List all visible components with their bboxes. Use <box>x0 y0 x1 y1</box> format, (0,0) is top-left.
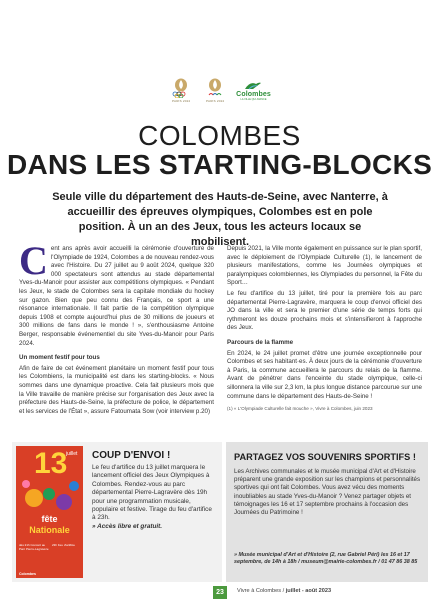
article-lede: Seule ville du département des Hauts-de-Seine, avec Nanterre, à accueillir des épreuves olympiques, Colombes est en pole position. À un an des Jeux, tous les acteurs locaux se mobilisent. <box>52 191 388 248</box>
poster-info-right: 23h Feu d'artifice <box>52 543 75 547</box>
poster-info-left: dès 21h Concert au Parc Pierre-Lagravère <box>19 543 49 551</box>
poster-nationale: Nationale <box>29 525 70 535</box>
colombes-tagline: LA VILLE QUI AVANCE <box>240 97 267 101</box>
colombes-logo <box>236 81 271 101</box>
event-box-text <box>92 464 217 531</box>
paralympic-caption: PARIS 2024 <box>206 99 225 103</box>
heritage-box-title: PARTAGEZ VOS SOUVENIRS SPORTIFS ! <box>234 452 416 462</box>
article-column-left <box>19 238 214 418</box>
poster-fete: fête <box>41 514 58 524</box>
paris-2024-paralympic-logo <box>204 78 226 103</box>
article-paragraph: Le feu d'artifice du 13 juillet, tiré pour la première fois au parc départemental Pierre-Lagravère, marquera le coup d'envoi officiel des JO dans la ville et sera le premier d'une série de temps forts qui rythmeront les douze prochains mois et s'intensifieront à l'approche des Jeux. <box>227 289 422 332</box>
heritage-box-address: » Musée municipal d'Art et d'Histoire (2, rue Gabriel Péri) les 16 et 17 septembre, de 14h à 18h / museum@mairie-colombes.fr / 01 47 86 38 85 <box>234 552 418 566</box>
article-paragraph: Depuis 2021, la Ville monte également en puissance sur le plan sportif, avec le déploiement de l'Olympiade Culturelle (1), le lancement de plusieurs manifestations, comme les Journées olympiques et paralympiques colombiennes, les Olympiades du personnel, la Fête du Sport… <box>227 245 422 287</box>
event-access-note: » Accès libre et gratuit. <box>92 522 163 530</box>
heritage-box-text: Les Archives communales et le musée municipal d'Art et d'Histoire préparent une grande exposition sur les champions et personnalités sportives qui ont fait Colombes. Vous avez vécu des moments inoubliables au stade Yves-du-Manoir ? Venez partager objets et témoignages les 16 et 17 septembre prochains à l'occasion des Journées du Patrimoine ! <box>234 468 421 517</box>
page-footer <box>0 586 439 599</box>
paralympic-flame-icon <box>204 78 226 98</box>
drop-cap: C <box>19 238 48 283</box>
paragraph-text: ent ans après avoir accueilli la cérémonie d'ouverture de l'Olympiade de 1924, Colombes a de nouveau rendez-vous avec l'Histoire. Du 27 juillet au 9 août 2024, quelque 320 000 spectateurs sont attendus au stade départemental Yves-du-Manoir pour assister aux compétitions olympiques. « Pendant les Jeux, le stade de Colombes sera la capitale mondiale du hockey sur gazon. Bien que peu connu des Français, ce sport a une résonance internationale. Il fait partie de la compétition olympique depuis 1908 et compte aujourd'hui plus de 30 millions de joueurs et 300 millions de fans dans le monde ! », s'enthousiasme Antoine Berger, responsable événementiel du site Yves-du-Manoir pour Paris 2024. <box>19 245 214 347</box>
poster-footer: Colombes <box>19 572 36 576</box>
issue-date: juillet - août 2023 <box>285 588 332 594</box>
poster-month: juillet <box>66 451 78 457</box>
colombes-bird-icon <box>244 81 262 91</box>
paris-2024-flame-icon <box>168 78 194 98</box>
headline-line-1: COLOMBES <box>138 120 301 151</box>
article-paragraph: Afin de faire de cet événement planétaire un moment festif pour tous les Colombiens, la municipalité est dans les starting-blocks. « Nous sommes dans une dynamique proactive. Cela fait plusieurs mois que la Ville travaille de manière précise sur l'organisation des Jeux avec la préfecture des Hauts-de-Seine, la préfecture de police, le département et les services de l'État », assure Fatoumata Sow (voir interview p.20) <box>19 364 214 415</box>
poster-day: 13 <box>34 447 68 480</box>
publication-info <box>237 588 331 594</box>
page-number: 23 <box>213 586 227 599</box>
article-paragraph <box>19 238 214 348</box>
article-column-right <box>227 245 422 416</box>
subheading-festive-moment: Un moment festif pour tous <box>19 354 100 362</box>
publication-name: Vivre à Colombes / <box>237 588 285 594</box>
event-box-title: COUP D'ENVOI ! <box>92 450 171 461</box>
partner-logos <box>0 78 439 103</box>
paris-2024-olympic-logo <box>168 78 194 103</box>
event-sidebar-box <box>12 442 222 582</box>
subheading-flame-route: Parcours de la flamme <box>227 338 294 346</box>
fete-nationale-poster <box>16 446 83 578</box>
colombes-wordmark: Colombes <box>236 90 271 98</box>
article-paragraph: En 2024, le 24 juillet promet d'être une journée exceptionnelle pour Colombes et ses habitant·es. À deux jours de la cérémonie d'ouverture à Paris, la commune accueillera le parcours du relais de la flamme. Avant de pénétrer dans l'enceinte du stade olympique, celle-ci sillonnera la ville sur 2,3 km, la plus longue distance parcourue sur une commune dans le département des Hauts-de-Seine ! <box>227 349 422 400</box>
heritage-sidebar-box <box>226 442 428 582</box>
paris-2024-caption: PARIS 2024 <box>172 99 191 103</box>
footnote: (1) « L'Olympiade Culturelle fait mouche », Vivre à Colombes, juin 2023 <box>227 406 373 412</box>
headline-line-2: DANS LES STARTING-BLOCKS <box>6 149 433 180</box>
event-description: Le feu d'artifice du 13 juillet marquera le lancement officiel des Jeux Olympiques à Colombes. Rendez-vous au parc départemental Pierre-Lagravère dès 19h pour une programmation musicale, populaire et festive. Tirage du feu d'artifice à 23h. <box>92 464 212 522</box>
